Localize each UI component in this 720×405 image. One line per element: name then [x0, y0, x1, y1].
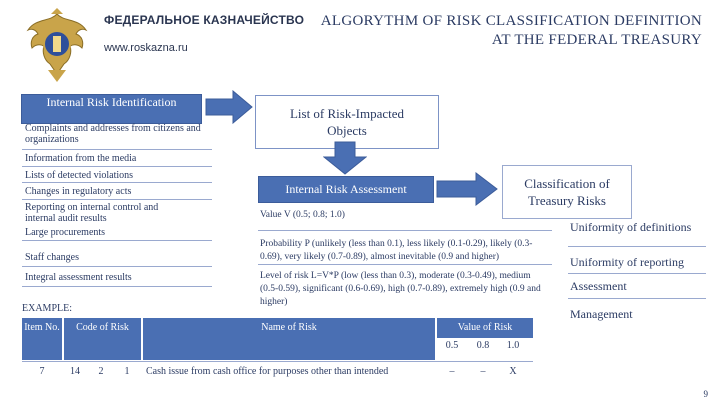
org-name: ФЕДЕРАЛЬНОЕ КАЗНАЧЕЙСТВО	[104, 13, 305, 27]
divider	[22, 361, 533, 362]
arrow-right-icon	[205, 90, 253, 124]
classification-item: Uniformity of reporting	[570, 255, 684, 269]
row-value-0-8: –	[480, 366, 486, 377]
value-scale: Value V (0.5; 0.8; 1.0)	[260, 210, 345, 220]
divider	[22, 240, 212, 241]
divider	[22, 166, 212, 167]
source-item: Complaints and addresses from citizens and organizations	[25, 123, 201, 145]
table-header-cell	[437, 318, 533, 338]
page-title-line-2: AT THE FEDERAL TREASURY	[491, 32, 702, 48]
arrow-right-icon	[436, 172, 498, 206]
row-item-no: 7	[39, 366, 45, 377]
classification-item: Assessment	[570, 279, 627, 293]
treasury-emblem-icon	[22, 8, 92, 82]
divider	[568, 273, 706, 274]
value-col-0-8: 0.8	[476, 340, 490, 351]
table-header-cell	[64, 318, 141, 360]
source-item: Information from the media	[25, 153, 137, 164]
probability-scale: Probability P (unlikely (less than 0.1), less likely (0.1-0.29), likely (0.3-0.69), very likely (0.7-0.89), almost inevitable (0.9 and higher)	[260, 239, 533, 262]
item-no-header: Item No.	[24, 322, 60, 333]
table-header-cell	[22, 318, 62, 360]
table-header-cell	[143, 318, 435, 360]
page-title	[282, 12, 702, 50]
divider	[22, 286, 212, 287]
identification-box: Internal Risk Identification	[21, 94, 202, 124]
source-item: Reporting on internal control and internal audit results	[25, 202, 159, 224]
source-item: Staff changes	[25, 252, 79, 263]
divider	[568, 246, 706, 247]
row-code-2: 2	[98, 366, 104, 377]
value-header: Value of Risk	[457, 322, 513, 333]
value-col-1-0: 1.0	[506, 340, 520, 351]
divider	[258, 264, 552, 265]
page-title-line-1: ALGORYTHM OF RISK CLASSIFICATION DEFINITION	[320, 13, 702, 29]
row-value-0-5: –	[449, 366, 455, 377]
impacted-objects-label: List of Risk-Impacted Objects	[289, 106, 405, 138]
divider	[568, 298, 706, 299]
divider	[22, 182, 212, 183]
value-col-0-5: 0.5	[445, 340, 459, 351]
classification-item: Uniformity of definitions	[570, 220, 692, 234]
page-number: 9	[703, 389, 708, 399]
source-item: Lists of detected violations	[25, 170, 134, 181]
source-item: Integral assessment results	[25, 272, 132, 283]
example-label: EXAMPLE:	[22, 303, 72, 314]
code-header: Code of Risk	[76, 322, 129, 333]
risk-level-scale: Level of risk L=V*P (low (less than 0.3), moderate (0.3-0.49), medium (0.5-0.59), significant (0.6-0.69), high (0.7-0.89), extremely high (0.9 and higher)	[260, 271, 541, 307]
org-website: www.roskazna.ru	[104, 42, 188, 54]
divider	[258, 230, 552, 231]
source-item: Changes in regulatory acts	[25, 186, 132, 197]
divider	[22, 149, 212, 150]
row-risk-name: Cash issue from cash office for purposes other than intended	[146, 366, 389, 377]
row-code-3: 1	[124, 366, 130, 377]
source-item: Large procurements	[25, 227, 106, 238]
divider	[22, 266, 212, 267]
classification-item: Management	[570, 307, 633, 321]
assessment-box: Internal Risk Assessment	[258, 176, 434, 203]
row-code-1: 14	[70, 366, 80, 377]
arrow-down-icon	[323, 141, 367, 175]
row-value-1-0: X	[509, 366, 517, 377]
divider	[22, 199, 212, 200]
name-header: Name of Risk	[261, 322, 317, 333]
classification-label: Classification of Treasury Risks	[524, 176, 610, 208]
